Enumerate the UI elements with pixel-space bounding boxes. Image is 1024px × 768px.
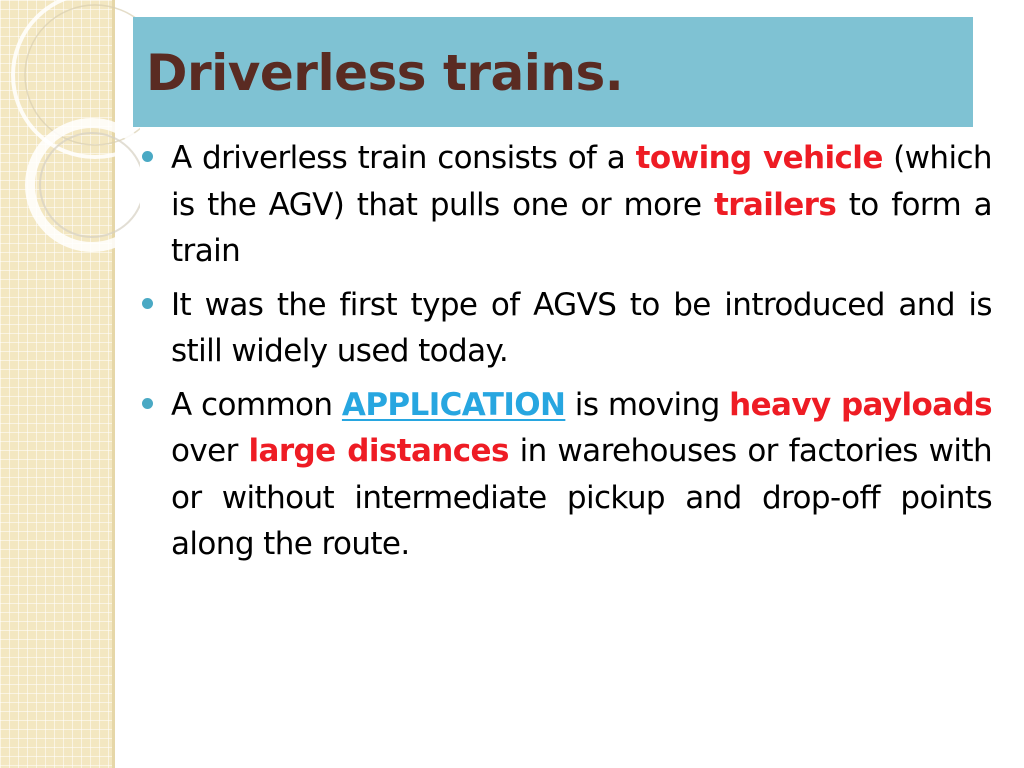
bullet-item bbox=[142, 382, 992, 568]
text-segment: A driverless train consists of a bbox=[171, 140, 636, 176]
highlight-trailers: trailers bbox=[713, 186, 837, 223]
text-segment: It was the first type of AGVS to be introduced and is still widely used today. bbox=[171, 286, 992, 369]
highlight-large-distances: large distances bbox=[248, 433, 509, 469]
bullet-item bbox=[142, 282, 992, 375]
text-segment: over bbox=[171, 433, 249, 469]
text-segment: is moving bbox=[565, 386, 730, 423]
text-segment: A common bbox=[171, 386, 342, 423]
bullet-list bbox=[142, 135, 992, 575]
bullet-text bbox=[171, 382, 992, 568]
bullet-dot-icon bbox=[142, 298, 153, 309]
slide-title: Driverless trains. bbox=[146, 44, 624, 102]
highlight-towing-vehicle: towing vehicle bbox=[635, 140, 883, 176]
text-segment: to form a train bbox=[171, 186, 992, 269]
highlight-application: APPLICATION bbox=[341, 386, 566, 423]
highlight-heavy-payloads: heavy payloads bbox=[729, 386, 992, 423]
text-segment: in warehouses or factories with or without intermediate pickup and drop-off points along the route. bbox=[171, 433, 993, 562]
bullet-dot-icon bbox=[142, 398, 153, 409]
decorative-circles bbox=[0, 0, 140, 300]
text-segment: (which is the AGV) that pulls one or more bbox=[171, 140, 992, 223]
bullet-text bbox=[171, 135, 992, 275]
bullet-item bbox=[142, 135, 992, 275]
bullet-dot-icon bbox=[142, 151, 153, 162]
bullet-text bbox=[171, 282, 992, 375]
